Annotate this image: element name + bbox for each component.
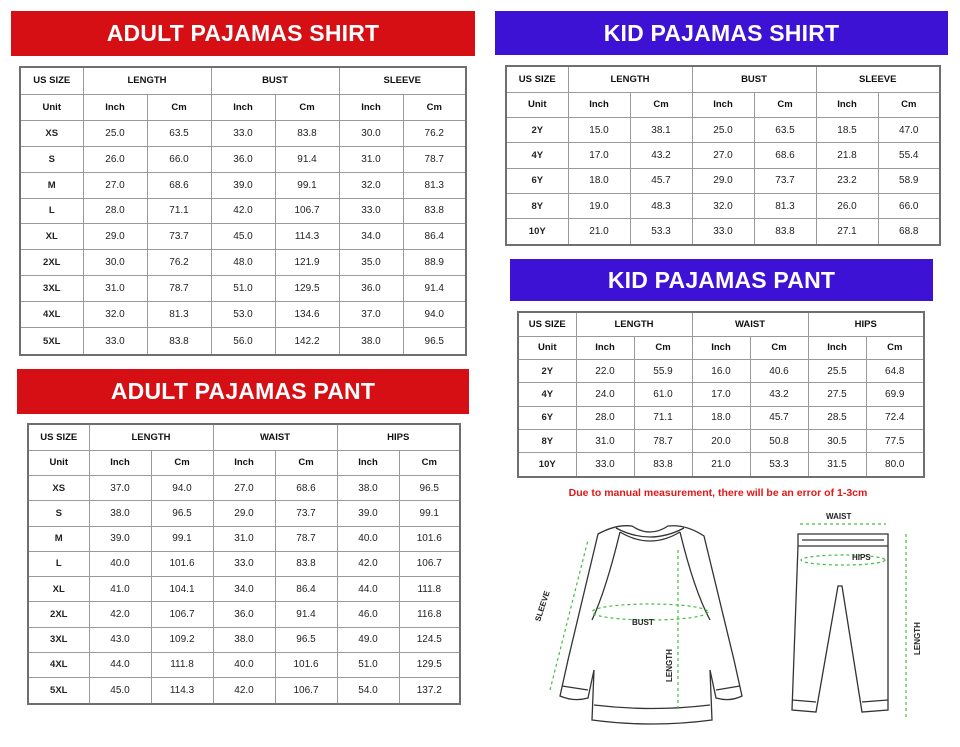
measurement-group-header: LENGTH bbox=[568, 66, 692, 92]
value-cell: 86.4 bbox=[403, 224, 466, 250]
value-cell: 63.5 bbox=[754, 118, 816, 143]
table-row bbox=[518, 406, 924, 429]
size-cell: 10Y bbox=[518, 453, 576, 477]
unit-header: Cm bbox=[275, 94, 339, 120]
value-cell: 134.6 bbox=[275, 302, 339, 328]
size-cell: XL bbox=[28, 577, 89, 602]
value-cell: 78.7 bbox=[147, 276, 211, 302]
unit-header: Inch bbox=[692, 336, 750, 359]
value-cell: 30.0 bbox=[339, 120, 403, 146]
value-cell: 18.5 bbox=[816, 118, 878, 143]
size-cell: L bbox=[20, 198, 83, 224]
size-column-header: US SIZE bbox=[20, 67, 83, 94]
size-cell: 8Y bbox=[506, 193, 568, 218]
table-row bbox=[20, 224, 466, 250]
value-cell: 37.0 bbox=[339, 302, 403, 328]
value-cell: 72.4 bbox=[866, 406, 924, 429]
value-cell: 45.7 bbox=[630, 168, 692, 193]
unit-header: Inch bbox=[816, 92, 878, 117]
measurement-group-header: WAIST bbox=[692, 312, 808, 336]
unit-header: Cm bbox=[399, 450, 460, 475]
value-cell: 51.0 bbox=[211, 276, 275, 302]
value-cell: 44.0 bbox=[337, 577, 399, 602]
table-row bbox=[28, 501, 460, 526]
value-cell: 18.0 bbox=[692, 406, 750, 429]
size-cell: 2XL bbox=[28, 602, 89, 627]
value-cell: 27.1 bbox=[816, 219, 878, 245]
table-row bbox=[28, 577, 460, 602]
unit-header: Inch bbox=[213, 450, 275, 475]
size-cell: XS bbox=[20, 120, 83, 146]
value-cell: 45.0 bbox=[89, 678, 151, 704]
value-cell: 47.0 bbox=[878, 118, 940, 143]
value-cell: 53.3 bbox=[750, 453, 808, 477]
size-cell: 3XL bbox=[28, 627, 89, 652]
measurement-error-note: Due to manual measurement, there will be an error of 1-3cm bbox=[568, 487, 868, 499]
value-cell: 99.1 bbox=[275, 172, 339, 198]
value-cell: 114.3 bbox=[151, 678, 213, 704]
measurement-group-header: BUST bbox=[692, 66, 816, 92]
pant-illustration bbox=[792, 534, 888, 712]
table-row bbox=[518, 383, 924, 406]
value-cell: 25.0 bbox=[83, 120, 147, 146]
value-cell: 83.8 bbox=[147, 328, 211, 355]
kid-pant-title: KID PAJAMAS PANT bbox=[510, 259, 933, 301]
size-cell: 2Y bbox=[506, 118, 568, 143]
value-cell: 38.0 bbox=[89, 501, 151, 526]
value-cell: 20.0 bbox=[692, 429, 750, 452]
size-cell: M bbox=[28, 526, 89, 551]
kid-shirt-size-table bbox=[505, 65, 941, 246]
value-cell: 26.0 bbox=[816, 193, 878, 218]
unit-header: Cm bbox=[275, 450, 337, 475]
measurement-group-header: WAIST bbox=[213, 424, 337, 450]
value-cell: 42.0 bbox=[337, 551, 399, 576]
measurement-group-header: LENGTH bbox=[89, 424, 213, 450]
value-cell: 77.5 bbox=[866, 429, 924, 452]
value-cell: 24.0 bbox=[576, 383, 634, 406]
value-cell: 91.4 bbox=[275, 146, 339, 172]
table-header-row bbox=[20, 67, 466, 94]
unit-header: Cm bbox=[754, 92, 816, 117]
value-cell: 106.7 bbox=[151, 602, 213, 627]
unit-header: Cm bbox=[750, 336, 808, 359]
value-cell: 31.0 bbox=[213, 526, 275, 551]
value-cell: 96.5 bbox=[403, 328, 466, 355]
value-cell: 56.0 bbox=[211, 328, 275, 355]
value-cell: 54.0 bbox=[337, 678, 399, 704]
value-cell: 28.0 bbox=[576, 406, 634, 429]
value-cell: 104.1 bbox=[151, 577, 213, 602]
size-cell: 4XL bbox=[20, 302, 83, 328]
table-row bbox=[518, 453, 924, 477]
size-cell: S bbox=[20, 146, 83, 172]
unit-header: Inch bbox=[337, 450, 399, 475]
size-cell: 3XL bbox=[20, 276, 83, 302]
value-cell: 81.3 bbox=[147, 302, 211, 328]
value-cell: 32.0 bbox=[692, 193, 754, 218]
value-cell: 38.0 bbox=[337, 476, 399, 501]
value-cell: 43.2 bbox=[750, 383, 808, 406]
value-cell: 109.2 bbox=[151, 627, 213, 652]
table-unit-row bbox=[20, 94, 466, 120]
value-cell: 15.0 bbox=[568, 118, 630, 143]
unit-header: Inch bbox=[339, 94, 403, 120]
value-cell: 101.6 bbox=[399, 526, 460, 551]
measurement-group-header: SLEEVE bbox=[816, 66, 940, 92]
table-unit-row bbox=[28, 450, 460, 475]
unit-label: Unit bbox=[20, 94, 83, 120]
value-cell: 96.5 bbox=[399, 476, 460, 501]
value-cell: 45.0 bbox=[211, 224, 275, 250]
table-row bbox=[506, 118, 940, 143]
value-cell: 25.5 bbox=[808, 360, 866, 383]
value-cell: 71.1 bbox=[634, 406, 692, 429]
value-cell: 31.0 bbox=[339, 146, 403, 172]
unit-header: Inch bbox=[692, 92, 754, 117]
value-cell: 29.0 bbox=[692, 168, 754, 193]
value-cell: 45.7 bbox=[750, 406, 808, 429]
value-cell: 21.8 bbox=[816, 143, 878, 168]
value-cell: 32.0 bbox=[83, 302, 147, 328]
value-cell: 78.7 bbox=[403, 146, 466, 172]
value-cell: 23.2 bbox=[816, 168, 878, 193]
size-cell: 6Y bbox=[518, 406, 576, 429]
value-cell: 29.0 bbox=[213, 501, 275, 526]
table-row bbox=[20, 120, 466, 146]
size-cell: L bbox=[28, 551, 89, 576]
table-row bbox=[20, 250, 466, 276]
table-row bbox=[28, 476, 460, 501]
value-cell: 121.9 bbox=[275, 250, 339, 276]
value-cell: 83.8 bbox=[754, 219, 816, 245]
value-cell: 78.7 bbox=[634, 429, 692, 452]
value-cell: 39.0 bbox=[89, 526, 151, 551]
value-cell: 73.7 bbox=[275, 501, 337, 526]
value-cell: 76.2 bbox=[403, 120, 466, 146]
table-row bbox=[28, 551, 460, 576]
value-cell: 28.0 bbox=[83, 198, 147, 224]
size-column-header: US SIZE bbox=[506, 66, 568, 92]
value-cell: 49.0 bbox=[337, 627, 399, 652]
value-cell: 41.0 bbox=[89, 577, 151, 602]
value-cell: 99.1 bbox=[399, 501, 460, 526]
measurement-group-header: HIPS bbox=[337, 424, 460, 450]
value-cell: 91.4 bbox=[275, 602, 337, 627]
value-cell: 40.0 bbox=[337, 526, 399, 551]
unit-header: Cm bbox=[878, 92, 940, 117]
unit-header: Inch bbox=[568, 92, 630, 117]
table-unit-row bbox=[506, 92, 940, 117]
table-row bbox=[28, 652, 460, 677]
value-cell: 69.9 bbox=[866, 383, 924, 406]
value-cell: 18.0 bbox=[568, 168, 630, 193]
table-row bbox=[20, 302, 466, 328]
value-cell: 31.0 bbox=[83, 276, 147, 302]
shirt-length-label: LENGTH bbox=[665, 649, 674, 682]
value-cell: 124.5 bbox=[399, 627, 460, 652]
value-cell: 27.5 bbox=[808, 383, 866, 406]
value-cell: 81.3 bbox=[754, 193, 816, 218]
value-cell: 96.5 bbox=[275, 627, 337, 652]
value-cell: 66.0 bbox=[147, 146, 211, 172]
adult-shirt-title: ADULT PAJAMAS SHIRT bbox=[11, 11, 475, 56]
size-cell: 4Y bbox=[518, 383, 576, 406]
value-cell: 96.5 bbox=[151, 501, 213, 526]
size-cell: 4XL bbox=[28, 652, 89, 677]
size-cell: S bbox=[28, 501, 89, 526]
size-cell: 5XL bbox=[28, 678, 89, 704]
value-cell: 51.0 bbox=[337, 652, 399, 677]
value-cell: 40.0 bbox=[213, 652, 275, 677]
value-cell: 94.0 bbox=[403, 302, 466, 328]
value-cell: 101.6 bbox=[275, 652, 337, 677]
sleeve-label: SLEEVE bbox=[533, 589, 552, 623]
value-cell: 38.1 bbox=[630, 118, 692, 143]
value-cell: 94.0 bbox=[151, 476, 213, 501]
value-cell: 33.0 bbox=[213, 551, 275, 576]
value-cell: 27.0 bbox=[692, 143, 754, 168]
value-cell: 71.1 bbox=[147, 198, 211, 224]
value-cell: 111.8 bbox=[151, 652, 213, 677]
value-cell: 32.0 bbox=[339, 172, 403, 198]
table-row bbox=[20, 276, 466, 302]
value-cell: 35.0 bbox=[339, 250, 403, 276]
value-cell: 33.0 bbox=[339, 198, 403, 224]
value-cell: 137.2 bbox=[399, 678, 460, 704]
value-cell: 64.8 bbox=[866, 360, 924, 383]
unit-label: Unit bbox=[28, 450, 89, 475]
value-cell: 88.9 bbox=[403, 250, 466, 276]
value-cell: 46.0 bbox=[337, 602, 399, 627]
measurement-group-header: LENGTH bbox=[83, 67, 211, 94]
pant-length-label: LENGTH bbox=[913, 622, 922, 655]
value-cell: 38.0 bbox=[339, 328, 403, 355]
table-row bbox=[28, 602, 460, 627]
value-cell: 106.7 bbox=[275, 198, 339, 224]
value-cell: 40.6 bbox=[750, 360, 808, 383]
size-cell: 8Y bbox=[518, 429, 576, 452]
value-cell: 30.0 bbox=[83, 250, 147, 276]
value-cell: 101.6 bbox=[151, 551, 213, 576]
table-row bbox=[518, 360, 924, 383]
unit-header: Inch bbox=[576, 336, 634, 359]
value-cell: 17.0 bbox=[692, 383, 750, 406]
unit-header: Cm bbox=[151, 450, 213, 475]
value-cell: 42.0 bbox=[213, 678, 275, 704]
value-cell: 19.0 bbox=[568, 193, 630, 218]
size-cell: XS bbox=[28, 476, 89, 501]
value-cell: 83.8 bbox=[403, 198, 466, 224]
value-cell: 17.0 bbox=[568, 143, 630, 168]
value-cell: 129.5 bbox=[399, 652, 460, 677]
size-cell: 4Y bbox=[506, 143, 568, 168]
value-cell: 28.5 bbox=[808, 406, 866, 429]
value-cell: 129.5 bbox=[275, 276, 339, 302]
value-cell: 40.0 bbox=[89, 551, 151, 576]
measurement-group-header: HIPS bbox=[808, 312, 924, 336]
value-cell: 39.0 bbox=[211, 172, 275, 198]
value-cell: 31.0 bbox=[576, 429, 634, 452]
value-cell: 21.0 bbox=[568, 219, 630, 245]
unit-header: Inch bbox=[83, 94, 147, 120]
value-cell: 106.7 bbox=[399, 551, 460, 576]
value-cell: 142.2 bbox=[275, 328, 339, 355]
value-cell: 78.7 bbox=[275, 526, 337, 551]
value-cell: 68.6 bbox=[147, 172, 211, 198]
value-cell: 106.7 bbox=[275, 678, 337, 704]
value-cell: 76.2 bbox=[147, 250, 211, 276]
size-cell: XL bbox=[20, 224, 83, 250]
value-cell: 116.8 bbox=[399, 602, 460, 627]
value-cell: 80.0 bbox=[866, 453, 924, 477]
table-unit-row bbox=[518, 336, 924, 359]
table-row bbox=[28, 678, 460, 704]
value-cell: 99.1 bbox=[151, 526, 213, 551]
bust-label: BUST bbox=[632, 618, 654, 627]
value-cell: 43.2 bbox=[630, 143, 692, 168]
value-cell: 111.8 bbox=[399, 577, 460, 602]
size-cell: M bbox=[20, 172, 83, 198]
size-cell: 2XL bbox=[20, 250, 83, 276]
table-row bbox=[20, 328, 466, 355]
table-header-row bbox=[518, 312, 924, 336]
value-cell: 27.0 bbox=[213, 476, 275, 501]
unit-header: Inch bbox=[808, 336, 866, 359]
sweatshirt-measure-lines bbox=[550, 540, 708, 712]
value-cell: 26.0 bbox=[83, 146, 147, 172]
unit-header: Inch bbox=[89, 450, 151, 475]
value-cell: 16.0 bbox=[692, 360, 750, 383]
value-cell: 29.0 bbox=[83, 224, 147, 250]
value-cell: 48.0 bbox=[211, 250, 275, 276]
value-cell: 73.7 bbox=[147, 224, 211, 250]
value-cell: 21.0 bbox=[692, 453, 750, 477]
measurement-group-header: BUST bbox=[211, 67, 339, 94]
value-cell: 55.4 bbox=[878, 143, 940, 168]
table-row bbox=[506, 143, 940, 168]
measurement-group-header: LENGTH bbox=[576, 312, 692, 336]
unit-header: Cm bbox=[634, 336, 692, 359]
value-cell: 42.0 bbox=[211, 198, 275, 224]
value-cell: 36.0 bbox=[339, 276, 403, 302]
value-cell: 58.9 bbox=[878, 168, 940, 193]
table-row bbox=[20, 172, 466, 198]
waist-label: WAIST bbox=[826, 512, 852, 521]
table-header-row bbox=[28, 424, 460, 450]
value-cell: 44.0 bbox=[89, 652, 151, 677]
value-cell: 25.0 bbox=[692, 118, 754, 143]
value-cell: 68.8 bbox=[878, 219, 940, 245]
value-cell: 83.8 bbox=[275, 551, 337, 576]
value-cell: 37.0 bbox=[89, 476, 151, 501]
value-cell: 83.8 bbox=[634, 453, 692, 477]
value-cell: 91.4 bbox=[403, 276, 466, 302]
value-cell: 33.0 bbox=[83, 328, 147, 355]
value-cell: 55.9 bbox=[634, 360, 692, 383]
unit-header: Cm bbox=[147, 94, 211, 120]
unit-header: Cm bbox=[866, 336, 924, 359]
unit-label: Unit bbox=[518, 336, 576, 359]
value-cell: 30.5 bbox=[808, 429, 866, 452]
value-cell: 33.0 bbox=[211, 120, 275, 146]
table-row bbox=[506, 168, 940, 193]
table-row bbox=[506, 193, 940, 218]
size-column-header: US SIZE bbox=[518, 312, 576, 336]
unit-header: Cm bbox=[630, 92, 692, 117]
value-cell: 81.3 bbox=[403, 172, 466, 198]
value-cell: 53.0 bbox=[211, 302, 275, 328]
value-cell: 73.7 bbox=[754, 168, 816, 193]
adult-pant-size-table bbox=[27, 423, 461, 705]
table-row bbox=[20, 198, 466, 224]
value-cell: 114.3 bbox=[275, 224, 339, 250]
value-cell: 86.4 bbox=[275, 577, 337, 602]
value-cell: 83.8 bbox=[275, 120, 339, 146]
unit-label: Unit bbox=[506, 92, 568, 117]
size-cell: 10Y bbox=[506, 219, 568, 245]
unit-header: Cm bbox=[403, 94, 466, 120]
value-cell: 36.0 bbox=[213, 602, 275, 627]
value-cell: 68.6 bbox=[275, 476, 337, 501]
measurement-diagram bbox=[520, 500, 960, 745]
value-cell: 50.8 bbox=[750, 429, 808, 452]
value-cell: 38.0 bbox=[213, 627, 275, 652]
size-cell: 2Y bbox=[518, 360, 576, 383]
kid-shirt-title: KID PAJAMAS SHIRT bbox=[495, 11, 948, 55]
value-cell: 31.5 bbox=[808, 453, 866, 477]
value-cell: 53.3 bbox=[630, 219, 692, 245]
value-cell: 63.5 bbox=[147, 120, 211, 146]
value-cell: 22.0 bbox=[576, 360, 634, 383]
value-cell: 61.0 bbox=[634, 383, 692, 406]
table-row bbox=[20, 146, 466, 172]
value-cell: 68.6 bbox=[754, 143, 816, 168]
unit-header: Inch bbox=[211, 94, 275, 120]
value-cell: 33.0 bbox=[576, 453, 634, 477]
value-cell: 42.0 bbox=[89, 602, 151, 627]
size-cell: 6Y bbox=[506, 168, 568, 193]
value-cell: 43.0 bbox=[89, 627, 151, 652]
table-header-row bbox=[506, 66, 940, 92]
adult-shirt-size-table bbox=[19, 66, 467, 356]
value-cell: 33.0 bbox=[692, 219, 754, 245]
size-column-header: US SIZE bbox=[28, 424, 89, 450]
table-row bbox=[28, 526, 460, 551]
adult-pant-title: ADULT PAJAMAS PANT bbox=[17, 369, 469, 414]
table-row bbox=[518, 429, 924, 452]
measurement-group-header: SLEEVE bbox=[339, 67, 466, 94]
value-cell: 27.0 bbox=[83, 172, 147, 198]
size-cell: 5XL bbox=[20, 328, 83, 355]
value-cell: 66.0 bbox=[878, 193, 940, 218]
value-cell: 34.0 bbox=[339, 224, 403, 250]
value-cell: 34.0 bbox=[213, 577, 275, 602]
kid-pant-size-table bbox=[517, 311, 925, 478]
hips-label: HIPS bbox=[852, 553, 871, 562]
table-row bbox=[506, 219, 940, 245]
value-cell: 36.0 bbox=[211, 146, 275, 172]
value-cell: 48.3 bbox=[630, 193, 692, 218]
table-row bbox=[28, 627, 460, 652]
value-cell: 39.0 bbox=[337, 501, 399, 526]
